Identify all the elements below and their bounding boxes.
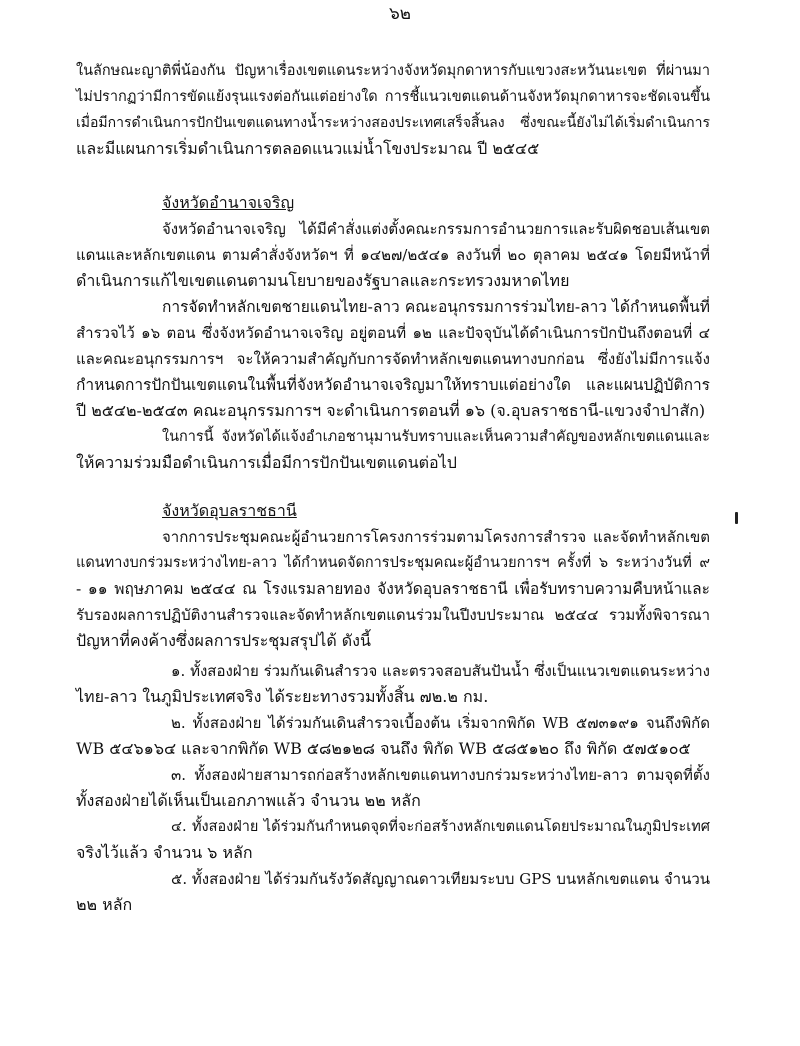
list-item-continuation: ทั้งสองฝ่ายได้เห็นเป็นเอกภาพแล้ว จำนวน ๒๒ หลัก [76,791,421,810]
list-item [76,710,710,762]
list-item [76,658,710,710]
list-item-continuation: ไทย-ลาว ในภูมิประเทศจริง ได้ระยะทางรวมทั้งสิ้น ๗๒.๒ กม. [76,687,489,706]
text-line: รับรองผลการปฏิบัติงานสำรวจและจัดทำหลักเขตแดนร่วมในปีงบประมาณ ๒๕๔๔ รวมทั้งพิจารณา [76,606,710,624]
page-number: ๖๒ [389,4,411,24]
text-line: ในการนี้ จังหวัดได้แจ้งอำเภอชานุมานรับทราบและเห็นความสำคัญของหลักเขตแดนและ [162,429,710,445]
scan-speck [735,512,738,524]
text-line: ปี ๒๕๔๒-๒๕๔๓ คณะอนุกรรมการฯ จะดำเนินการตอนที่ ๑๖ (จ.อุบลราชธานี-แขวงจำปาสัก) [76,401,706,420]
list-item-first-line: ๑. ทั้งสองฝ่าย ร่วมกันเดินสำรวจ และตรวจสอบสันปันน้ำ ซึ่งเป็นแนวเขตแดนระหว่าง [171,662,710,680]
text-line: แดนและหลักเขตแดน ตามคำสั่งจังหวัดฯ ที่ ๑๔๒๗/๒๕๔๑ ลงวันที่ ๒๐ ตุลาคม ๒๕๔๑ โดยมีหน้าที่ [76,246,710,264]
section-amnat [76,190,710,476]
text-line: จากการประชุมคณะผู้อำนวยการโครงการร่วมตามโครงการสำรวจ และจัดทำหลักเขต [162,528,710,546]
text-line: - ๑๑ พฤษภาคม ๒๕๔๔ ณ โรงแรมลายทอง จังหวัดอุบลราชธานี เพื่อรับทราบความคืบหน้าและ [76,580,710,598]
list-item [76,814,710,866]
section-ubon [76,498,710,918]
intro-paragraph [76,58,710,162]
list-item-first-line: ๔. ทั้งสองฝ่าย ได้ร่วมกันกำหนดจุดที่จะก่อสร้างหลักเขตแดนโดยประมาณในภูมิประเทศ [171,819,710,835]
text-line: แดนทางบกร่วมระหว่างไทย-ลาว ได้กำหนดจัดการประชุมคณะผู้อำนวยการฯ ครั้งที่ ๖ ระหว่างวันที่ ๙ [76,555,710,571]
document-body [76,58,710,918]
list-item-first-line: ๕. ทั้งสองฝ่าย ได้ร่วมกันรังวัดสัญญาณดาวเทียมระบบ GPS บนหลักเขตแดน จำนวน [171,870,710,888]
text-line: ในลักษณะญาติพี่น้องกัน ปัญหาเรื่องเขตแดนระหว่างจังหวัดมุกดาหารกับแขวงสะหวันนะเขต ที่ผ่านมา [76,63,710,79]
list-item-continuation: ๒๒ หลัก [76,895,133,914]
list-item-continuation: จริงไว้แล้ว จำนวน ๖ หลัก [76,843,253,862]
text-line: การจัดทำหลักเขตชายแดนไทย-ลาว คณะอนุกรรมการร่วมไทย-ลาว ได้กำหนดพื้นที่ [162,298,710,316]
text-line: จังหวัดอำนาจเจริญ ได้มีคำสั่งแต่งตั้งคณะกรรมการอำนวยการและรับผิดชอบเส้นเขต [162,220,710,238]
text-line: ดำเนินการแก้ไขเขตแดนตามนโยบายของรัฐบาลและกระทรวงมหาดไทย [76,271,570,290]
paragraph [76,216,710,294]
text-line: กำหนดการปักปันเขตแดนในพื้นที่จังหวัดอำนาจเจริญมาให้ทราบแต่อย่างใด และแผนปฏิบัติการ [76,376,710,394]
list-item-first-line: ๒. ทั้งสองฝ่าย ได้ร่วมกันเดินสำรวจเบื้องต้น เริ่มจากพิกัด WB ๕๗๓๑๙๑ จนถึงพิกัด [171,714,710,732]
paragraph [76,424,710,476]
list-item [76,762,710,814]
text-line: เมื่อมีการดำเนินการปักปันเขตแดนทางน้ำระหว่างสองประเทศเสร็จสิ้นลง ซึ่งขณะนี้ยังไม่ได้เริ่มดำเนินการ [76,115,710,131]
section-heading: จังหวัดอำนาจเจริญ [162,193,295,212]
section-heading: จังหวัดอุบลราชธานี [162,501,297,520]
list-item [76,866,710,918]
text-line: และมีแผนการเริ่มดำเนินการตลอดแนวแม่น้ำโขงประมาณ ปี ๒๕๔๕ [76,139,540,158]
text-line: และคณะอนุกรรมการฯ จะให้ความสำคัญกับการจัดทำหลักเขตแดนทางบกก่อน ซึ่งยังไม่มีการแจ้ง [76,350,710,368]
text-line: ให้ความร่วมมือดำเนินการเมื่อมีการปักปันเขตแดนต่อไป [76,453,457,472]
text-line: ไม่ปรากฏว่ามีการขัดแย้งรุนแรงต่อกันแต่อย่างใด การชี้แนวเขตแดนด้านจังหวัดมุกดาหารจะชัดเจนขึ้น [76,89,710,105]
text-line: สำรวจไว้ ๑๖ ตอน ซึ่งจังหวัดอำนาจเจริญ อยู่ตอนที่ ๑๒ และปัจจุบันได้ดำเนินการปักปันถึงตอนที่ ๔ [76,324,710,342]
paragraph [76,524,710,654]
text-line: ปัญหาที่คงค้างซึ่งผลการประชุมสรุปได้ ดังนี้ [76,631,371,650]
list-item-first-line: ๓. ทั้งสองฝ่ายสามารถก่อสร้างหลักเขตแดนทางบกร่วมระหว่างไทย-ลาว ตามจุดที่ตั้ง [171,766,710,784]
list-item-continuation: WB ๕๔๖๑๖๔ และจากพิกัด WB ๕๘๒๑๒๘ จนถึง พิกัด WB ๕๘๕๑๒๐ ถึง พิกัด ๕๗๕๑๐๕ [76,739,691,758]
paragraph [76,294,710,424]
